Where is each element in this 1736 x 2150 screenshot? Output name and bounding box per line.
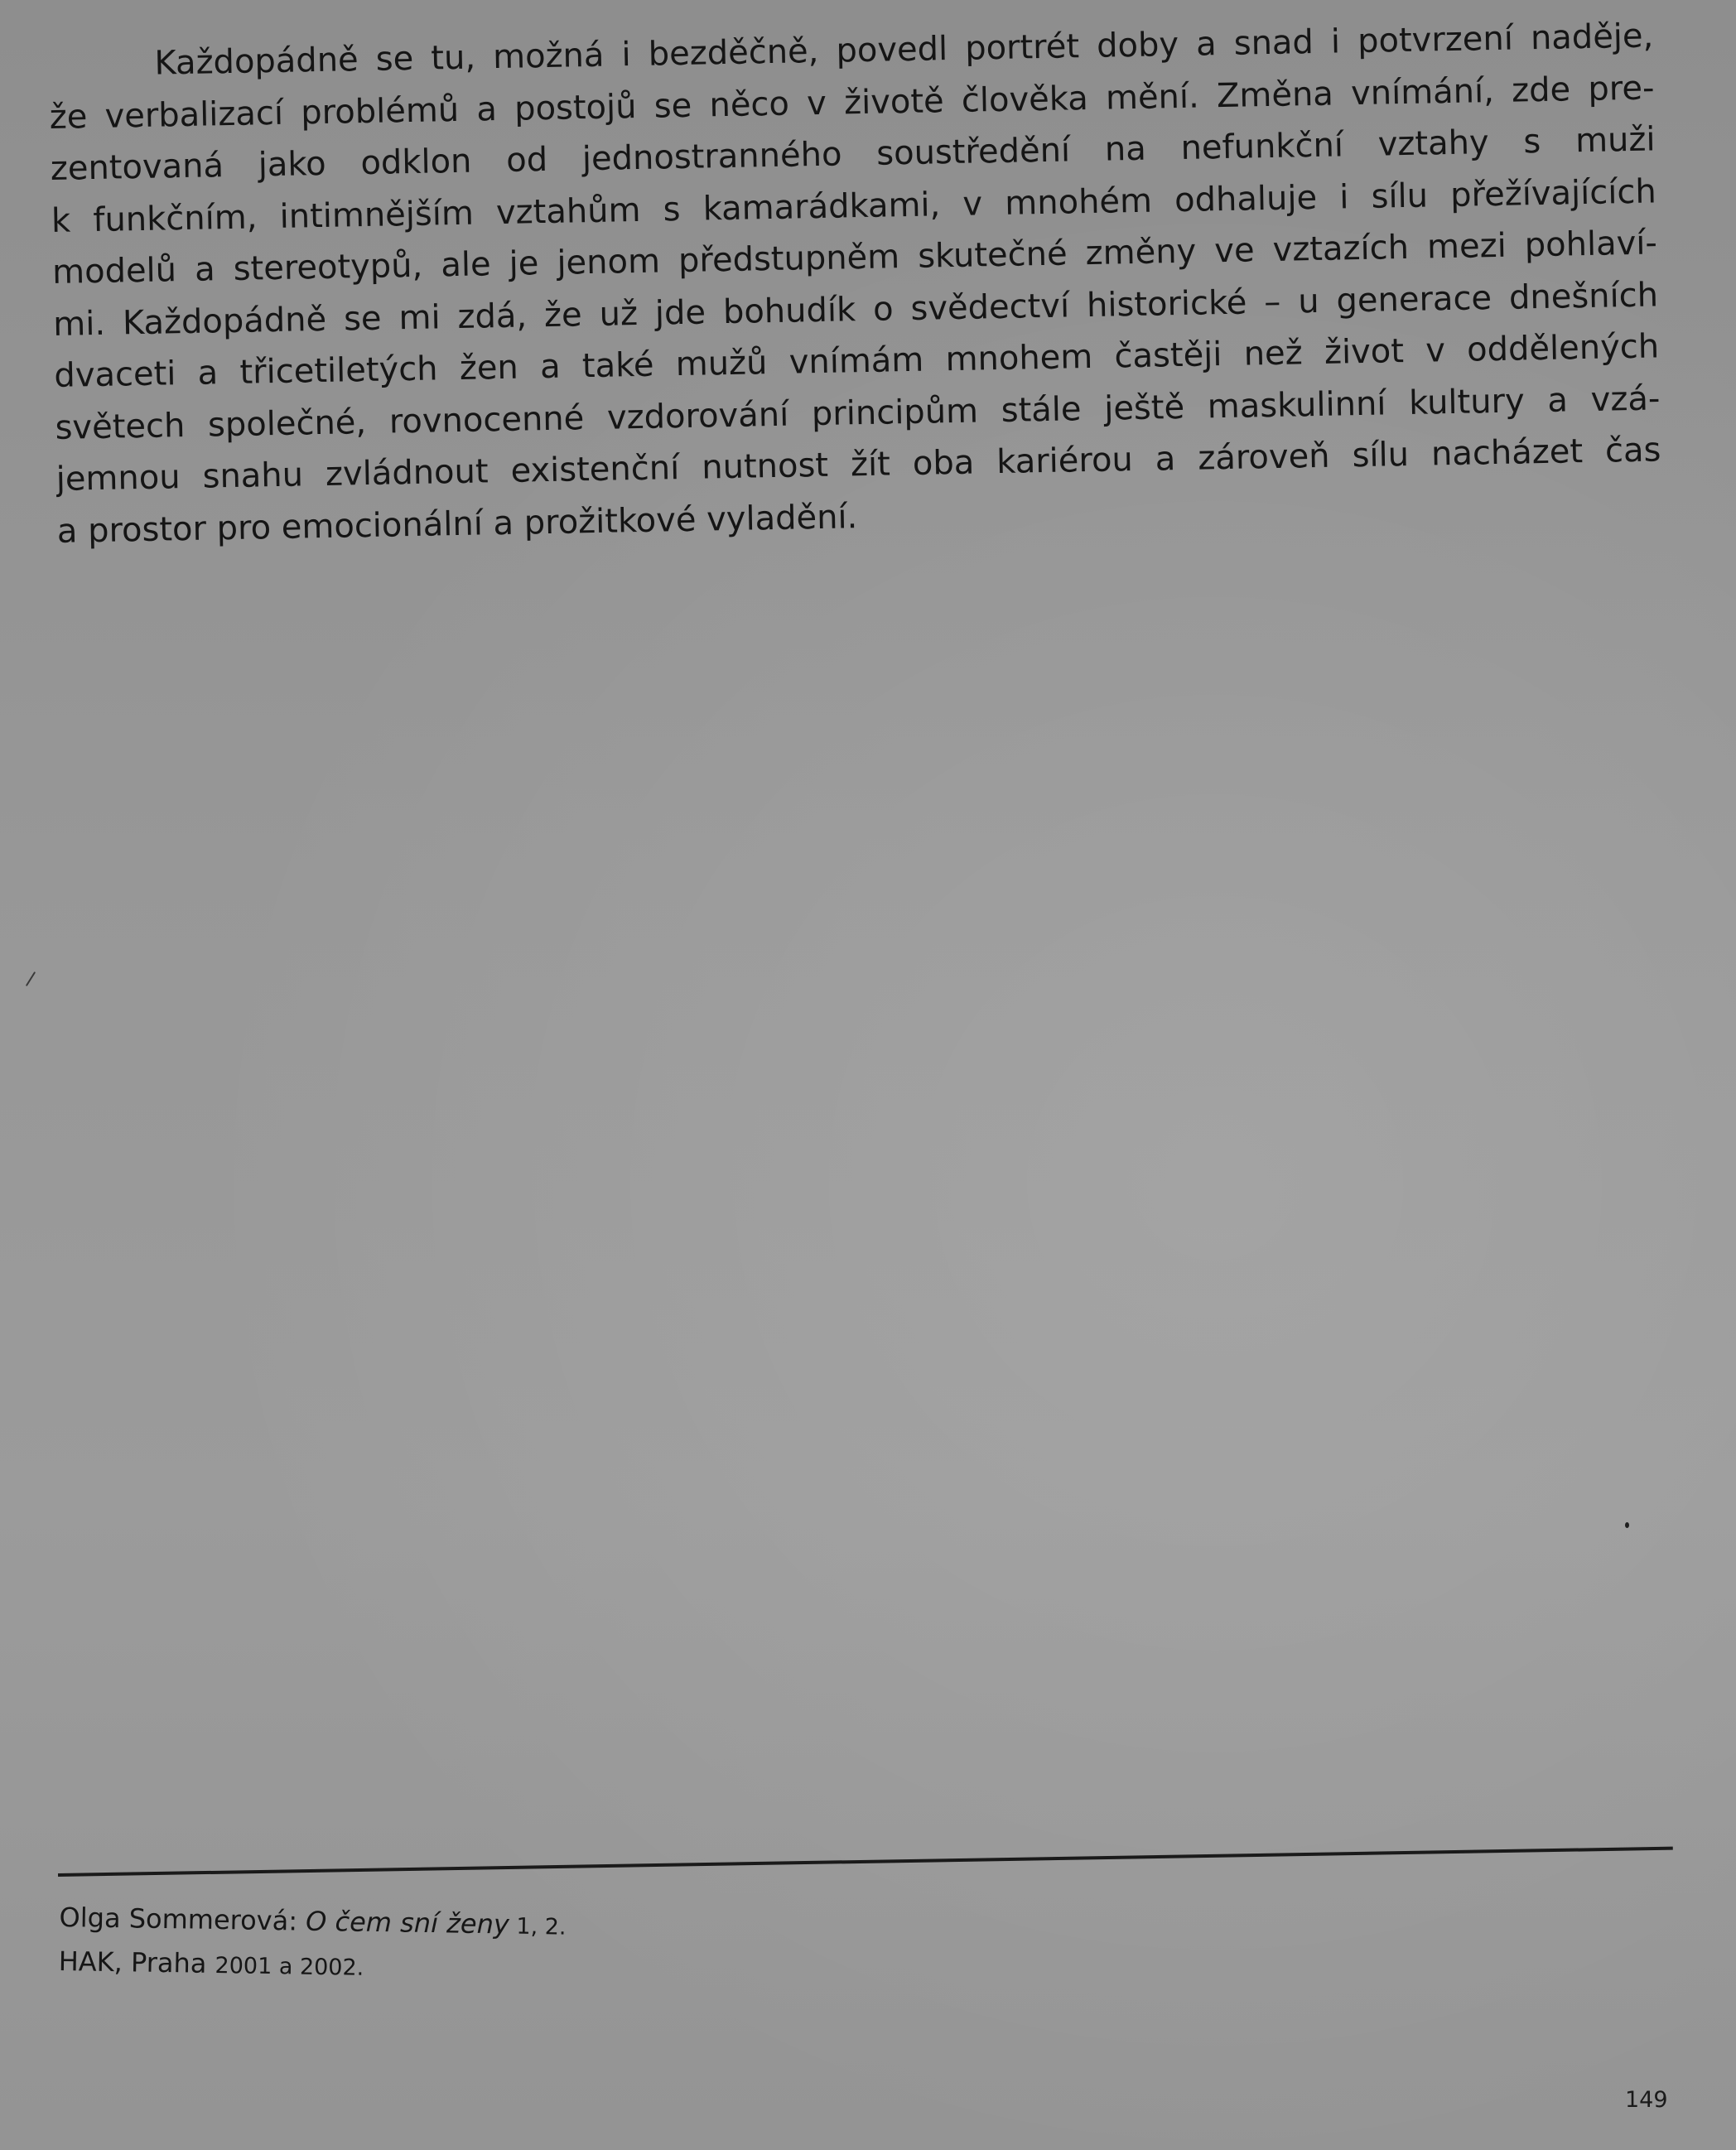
- footnote-title: O čem sní ženy: [305, 1905, 510, 1940]
- body-text: [48, 10, 1662, 557]
- footnote-years: 2001 a 2002.: [215, 1952, 364, 1981]
- text-line: modelů a stereotypů, ale je jenom předstupněm skutečné změny ve vztazích mezi pohlaví-: [51, 224, 1658, 292]
- footnote-volumes: 1, 2.: [509, 1913, 567, 1940]
- text-line: Každopádně se tu, možná i bezděčně, povedl portrét doby a snad i potvrzení naděje,: [154, 17, 1654, 83]
- footnote-author: Olga Sommerová:: [59, 1901, 306, 1937]
- text-line: k funkčním, intimnějším vztahům s kamarádkami, v mnohém odhaluje i sílu přežívajících: [51, 171, 1657, 240]
- paper-mark: [26, 971, 36, 986]
- text-line: zentovaná jako odklon od jednostranného soustředění na nefunkční vztahy s muži: [50, 120, 1656, 188]
- text-line: jemnou snahu zvládnout existenční nutnost žít oba kariérou a zároveň sílu nacházet čas: [55, 431, 1661, 499]
- text-line: že verbalizací problémů a postojů se něco v životě člověka mění. Změna vnímání, zde pre-: [49, 68, 1655, 137]
- page-number: 149: [1625, 2087, 1668, 2113]
- paper-speck: [1625, 1522, 1629, 1528]
- text-line: dvaceti a třicetiletých žen a také mužů vnímám mnohem častěji než život v oddělených: [54, 327, 1660, 395]
- text-line: a prostor pro emocionální a prožitkové vyladění.: [56, 497, 858, 551]
- footnote-publisher: HAK, Praha: [58, 1945, 215, 1979]
- text-line: světech společné, rovnocenné vzdorování principům stále ještě maskulinní kultury a vzá-: [55, 378, 1661, 447]
- text-line: mi. Každopádně se mi zdá, že už jde bohudík o svědectví historické – u generace dnešních: [52, 275, 1659, 344]
- footnote: [58, 1897, 805, 1996]
- footnote-divider: [58, 1847, 1673, 1877]
